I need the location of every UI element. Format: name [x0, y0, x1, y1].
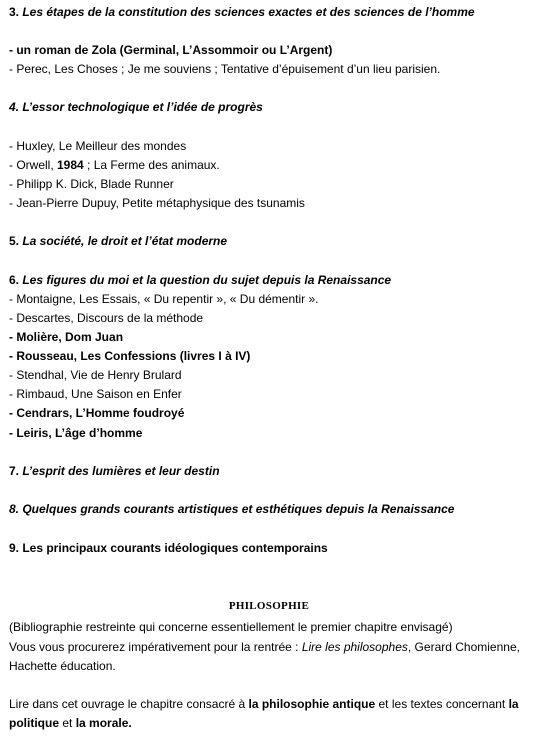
- orwell-prefix: - Orwell,: [9, 158, 57, 172]
- list-item-leiris: - Leiris, L’âge d’homme: [9, 426, 143, 440]
- section-8-heading: 8. Quelques grands courants artistiques et esthétiques depuis la Renaissance: [9, 502, 455, 516]
- list-item-dick: - Philipp K. Dick, Blade Runner: [9, 177, 174, 191]
- list-item-stendhal: - Stendhal, Vie de Henry Brulard: [9, 368, 182, 382]
- book-author: , Gerard Chomienne,: [407, 640, 520, 654]
- philosophie-heading: PHILOSOPHIE: [228, 600, 310, 612]
- section-5-heading: [9, 234, 227, 249]
- section-9-heading: 9. Les principaux courants idéologiques contemporains: [9, 541, 328, 555]
- list-item-descartes: - Descartes, Discours de la méthode: [9, 311, 204, 325]
- section-7-heading: [9, 464, 220, 479]
- philosophie-reading-line-1: [9, 697, 519, 712]
- philosophie-note: (Bibliographie restreinte qui concerne essentiellement le premier chapitre envisagé): [9, 620, 453, 634]
- reading-politique: politique: [9, 716, 59, 730]
- list-item-dupuy: - Jean-Pierre Dupuy, Petite métaphysique des tsunamis: [9, 196, 305, 210]
- section-7-title: L’esprit des lumières et leur destin: [22, 464, 220, 478]
- list-item-rousseau: - Rousseau, Les Confessions (livres I à IV): [9, 349, 251, 363]
- orwell-suffix: ; La Ferme des animaux.: [83, 158, 220, 172]
- book-title: Lire les philosophes: [301, 640, 408, 654]
- list-item-perec: - Perec, Les Choses ; Je me souviens ; Tentative d’épuisement d’un lieu parisien.: [9, 62, 441, 76]
- list-item-montaigne: - Montaigne, Les Essais, « Du repentir », « Du démentir ».: [9, 292, 319, 306]
- list-item-orwell: [9, 158, 220, 173]
- philosophie-reading-line-2: [9, 716, 132, 731]
- orwell-1984: 1984: [57, 158, 84, 172]
- list-item-moliere: - Molière, Dom Juan: [9, 330, 124, 344]
- section-6-number: 6.: [9, 273, 23, 287]
- section-5-number: 5.: [9, 234, 23, 248]
- section-3-number: 3.: [9, 5, 23, 19]
- philosophie-instruction-line-2: Hachette éducation.: [9, 659, 116, 673]
- philosophie-instruction-line-1: [9, 640, 520, 655]
- list-item-huxley: - Huxley, Le Meilleur des mondes: [9, 139, 187, 153]
- reading-la-morale: la morale.: [75, 716, 132, 730]
- reading-text-c: et les textes concernant: [375, 697, 509, 711]
- section-6-title: Les figures du moi et la question du sujet depuis la Renaissance: [22, 273, 392, 287]
- section-3-title: Les étapes de la constitution des sciences exactes et des sciences de l’homme: [22, 5, 475, 19]
- section-5-title: La société, le droit et l’état moderne: [22, 234, 228, 248]
- section-6-heading: [9, 273, 391, 288]
- section-7-number: 7.: [9, 464, 23, 478]
- reading-text-a: Lire dans cet ouvrage le chapitre consacré à: [9, 697, 249, 711]
- section-4-heading: 4. L’essor technologique et l’idée de progrès: [9, 100, 263, 114]
- reading-la: la: [508, 697, 519, 711]
- reading-et: et: [59, 716, 76, 730]
- instruction-text: Vous vous procurerez impérativement pour la rentrée :: [9, 640, 302, 654]
- list-item-zola: - un roman de Zola (Germinal, L’Assommoir ou L’Argent): [9, 43, 333, 57]
- list-item-cendrars: - Cendrars, L’Homme foudroyé: [9, 406, 185, 420]
- section-3-heading: [9, 5, 475, 20]
- reading-philosophie-antique: la philosophie antique: [248, 697, 376, 711]
- list-item-rimbaud: - Rimbaud, Une Saison en Enfer: [9, 387, 182, 401]
